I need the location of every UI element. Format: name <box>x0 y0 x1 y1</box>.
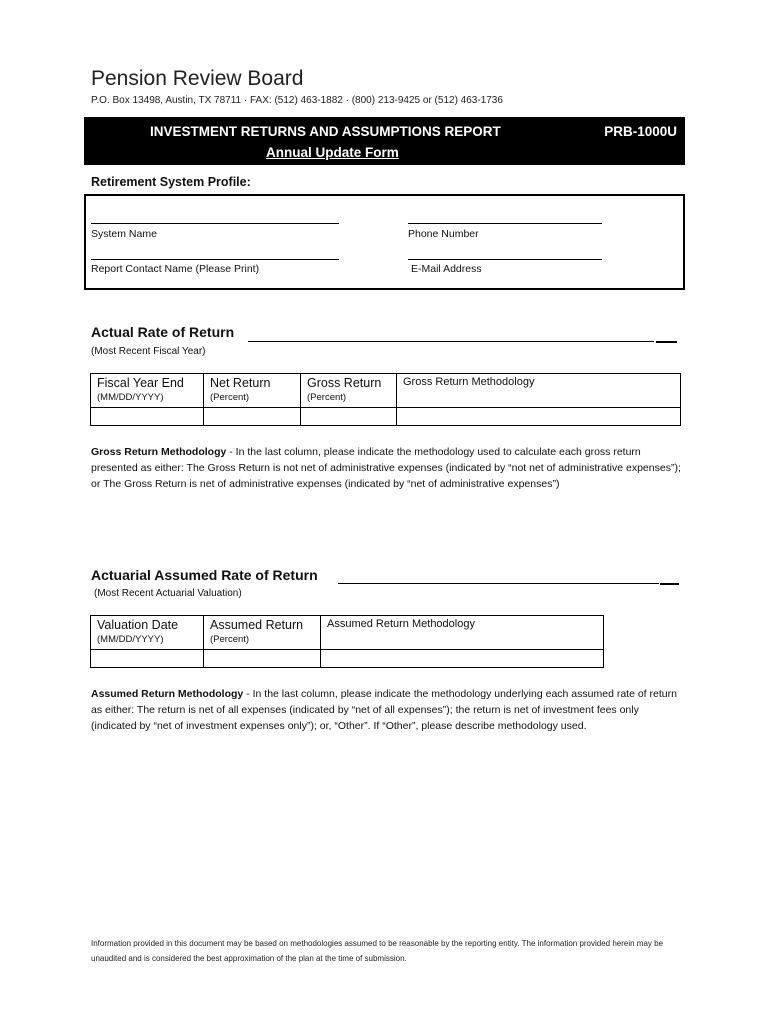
gross-return-methodology-title: Gross Return Methodology <box>91 446 227 458</box>
email-field[interactable] <box>408 259 602 260</box>
actual-return-heading: Actual Rate of Return <box>91 324 235 340</box>
form-code: PRB-1000U <box>604 124 677 139</box>
phone-label: Phone Number <box>408 228 479 240</box>
contact-name-label: Report Contact Name (Please Print) <box>91 263 260 275</box>
gross-return-methodology-paragraph <box>91 444 681 492</box>
table-row <box>91 408 681 426</box>
profile-heading: Retirement System Profile: <box>91 175 251 189</box>
email-label: E-Mail Address <box>411 263 482 275</box>
assumed-return-methodology-title: Assumed Return Methodology <box>91 688 244 700</box>
gross-return-methodology-header: Gross Return Methodology <box>397 374 681 408</box>
assumed-return-methodology-header: Assumed Return Methodology <box>321 616 604 650</box>
assumed-return-note: (Most Recent Actuarial Valuation) <box>94 588 242 599</box>
phone-field[interactable] <box>408 223 602 224</box>
assumed-return-cell[interactable] <box>204 650 321 668</box>
gross-return-cell[interactable] <box>301 408 397 426</box>
contact-name-field[interactable] <box>91 259 339 260</box>
actual-return-note: (Most Recent Fiscal Year) <box>91 346 206 357</box>
table-row <box>91 650 604 668</box>
table-header-row <box>91 374 681 408</box>
assumed-return-methodology-text: - In the last column, please indicate the methodology underlying each assumed rate of return as either: The return is net of all expenses (indicated by “net of all expenses”); the return is net of investment fees only (indicated by “net of investment expenses only”); or, “Other”. If “Other”, please describe methodology used. <box>91 688 677 732</box>
form-subtitle: Annual Update Form <box>266 145 399 160</box>
net-return-cell[interactable] <box>204 408 301 426</box>
assumed-return-rule <box>338 583 659 584</box>
valuation-date-header: Valuation Date (MM/DD/YYYY) <box>91 616 204 650</box>
table-header-row <box>91 616 604 650</box>
gross-return-header: Gross Return (Percent) <box>301 374 397 408</box>
org-address: P.O. Box 13498, Austin, TX 78711 · FAX: (512) 463-1882 · (800) 213-9425 or (512) 463-1736 <box>91 95 503 106</box>
org-name: Pension Review Board <box>91 67 304 90</box>
fiscal-year-end-header: Fiscal Year End (MM/DD/YYYY) <box>91 374 204 408</box>
system-name-field[interactable] <box>91 223 339 224</box>
actual-return-table <box>90 373 681 426</box>
assumed-return-heading: Actuarial Assumed Rate of Return <box>91 567 318 583</box>
gross-return-methodology-cell[interactable] <box>397 408 681 426</box>
footer-disclaimer: Information provided in this document may be based on methodologies assumed to be reasonable by the reporting entity. The information provided herein may be unaudited and is considered the best approximation of the plan at the time of submission. <box>91 939 664 963</box>
actual-return-rule-end <box>656 341 677 343</box>
actual-return-rule <box>248 341 654 342</box>
form-banner <box>84 117 685 165</box>
assumed-return-table <box>90 615 604 668</box>
valuation-date-cell[interactable] <box>91 650 204 668</box>
form-title: INVESTMENT RETURNS AND ASSUMPTIONS REPORT <box>150 124 501 139</box>
assumed-return-rule-end <box>660 583 679 585</box>
fiscal-year-end-cell[interactable] <box>91 408 204 426</box>
system-name-label: System Name <box>91 228 157 240</box>
gross-return-methodology-text: - In the last column, please indicate the methodology used to calculate each gross return presented as either: The Gross Return is not net of administrative expenses (indicated by “not net of administrative expenses”); or The Gross Return is net of administrative expenses (indicated by “net of administrative expenses”) <box>91 446 681 490</box>
net-return-header: Net Return (Percent) <box>204 374 301 408</box>
assumed-return-methodology-paragraph <box>91 686 681 734</box>
assumed-return-header: Assumed Return (Percent) <box>204 616 321 650</box>
profile-box <box>84 194 685 290</box>
assumed-return-methodology-cell[interactable] <box>321 650 604 668</box>
